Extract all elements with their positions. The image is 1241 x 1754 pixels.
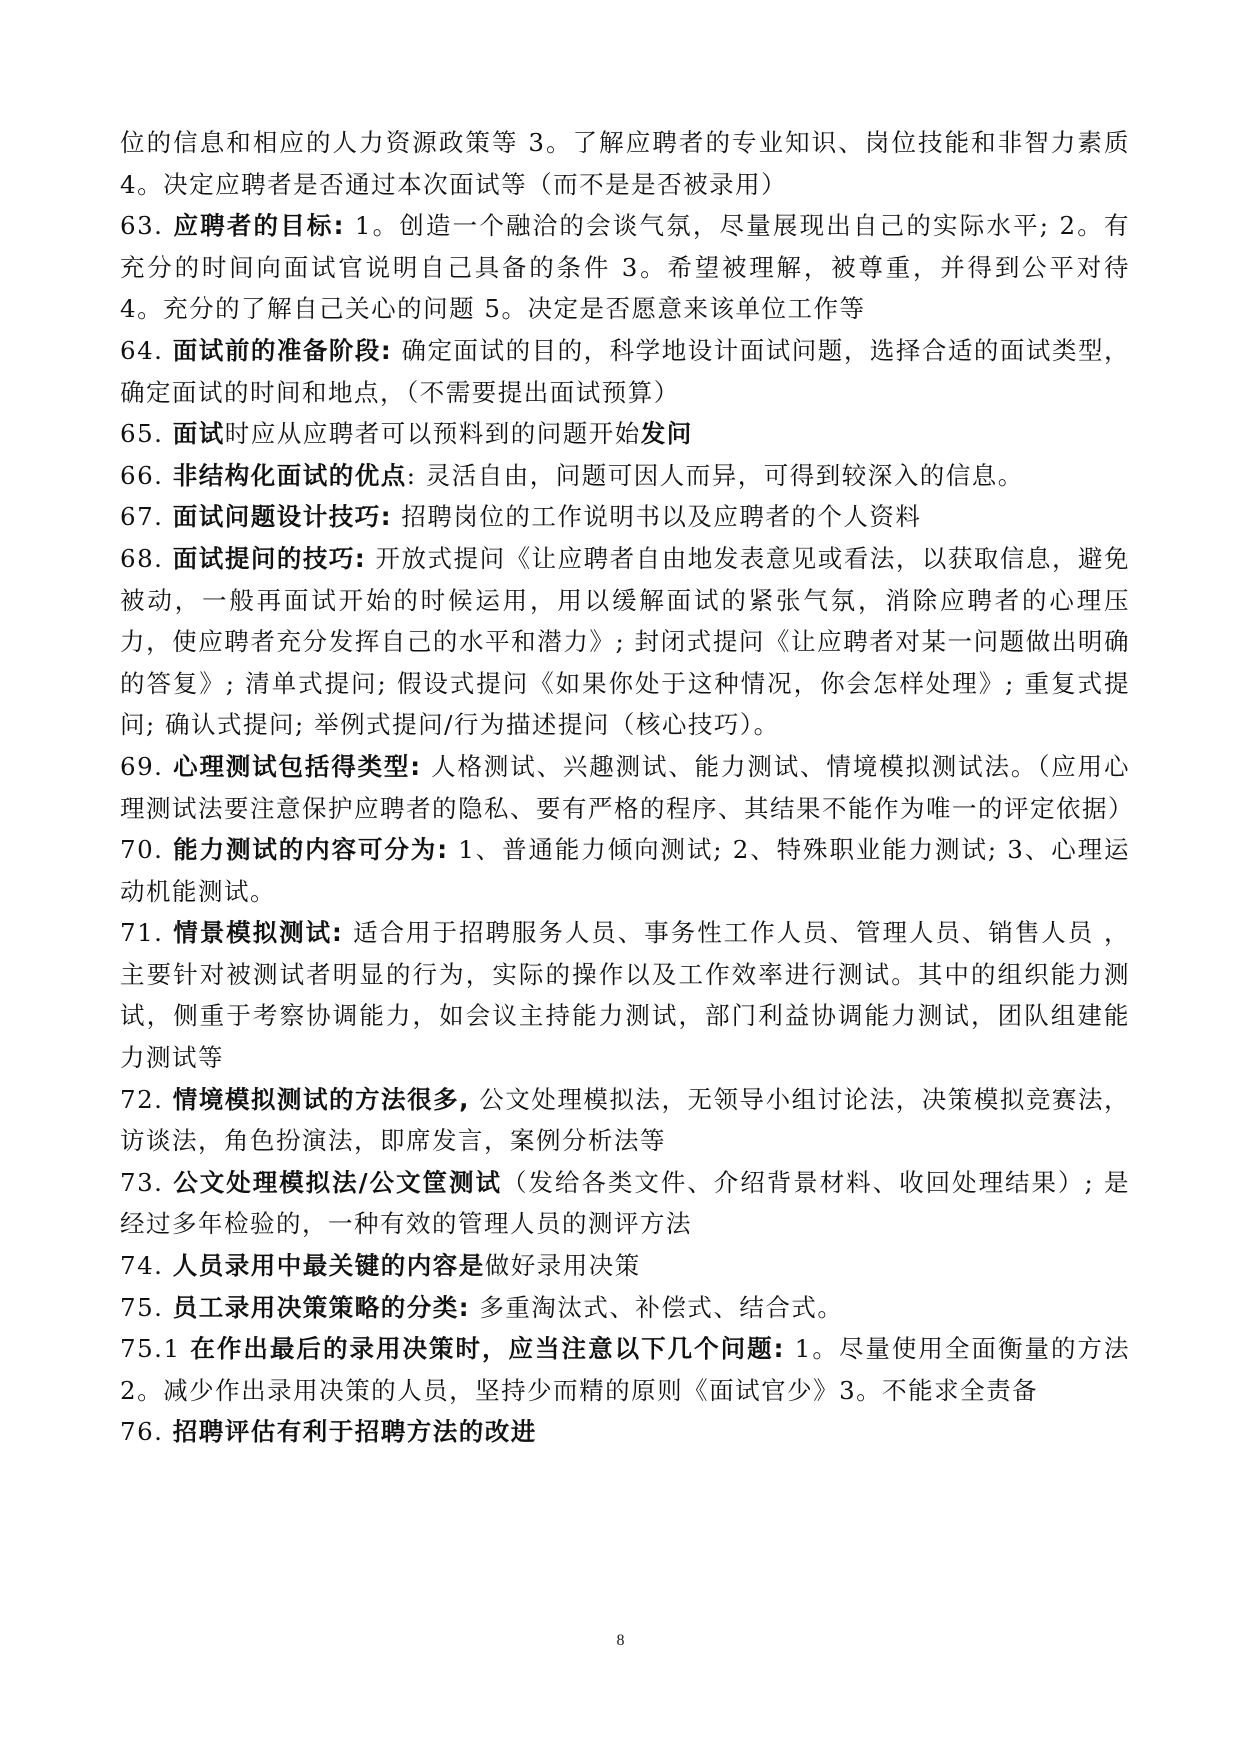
item-64: 64. 面试前的准备阶段: 确定面试的目的，科学地设计面试问题，选择合适的面试类型，确定面试的时间和地点，（不需要提出面试预算）	[120, 335, 1130, 407]
item-75: 75. 员工录用决策策略的分类: 多重淘汰式、补偿式、结合式。	[120, 1292, 844, 1322]
item-66: 66. 非结构化面试的优点: 灵活自由，问题可因人而异，可得到较深入的信息。	[120, 460, 1024, 490]
paragraph-continuation: 位的信息和相应的人力资源政策等 3。了解应聘者的专业知识、岗位技能和非智力素质 4。决定应聘者是否通过本次面试等（而不是是否被录用）	[120, 128, 1130, 199]
item-63: 63. 应聘者的目标: 1。创造一个融洽的会谈气氛，尽量展现出自己的实际水平; 2。有充分的时间向面试官说明自己具备的条件 3。希望被理解，被尊重，并得到公平对待 4。充分的了解自己关心的问题 5。决定是否愿意来该单位工作等	[120, 211, 1130, 324]
item-67: 67. 面试问题设计技巧: 招聘岗位的工作说明书以及应聘者的个人资料	[120, 502, 922, 532]
item-73: 73. 公文处理模拟法/公文筐测试（发给各类文件、介绍背景材料、收回处理结果）; 是经过多年检验的，一种有效的管理人员的测评方法	[120, 1167, 1131, 1239]
item-74: 74. 人员录用中最关键的内容是做好录用决策	[120, 1251, 641, 1281]
item-76: 76. 招聘评估有利于招聘方法的改进	[120, 1417, 537, 1447]
item-65: 65. 面试时应从应聘者可以预料到的问题开始发问	[120, 419, 693, 449]
item-71: 71. 情景模拟测试: 适合用于招聘服务人员、事务性工作人员、管理人员、销售人员 ，主要针对被测试者明显的行为，实际的操作以及工作效率进行测试。其中的组织能力测试，侧重于考察协调能力，如会议主持能力测试，部门利益协调能力测试，团队组建能力测试等	[120, 918, 1130, 1073]
document-body	[120, 122, 1134, 1453]
item-72: 72. 情境模拟测试的方法很多, 公文处理模拟法，无领导小组讨论法，决策模拟竞赛法，访谈法，角色扮演法，即席发言，案例分析法等	[120, 1084, 1130, 1156]
item-70: 70. 能力测试的内容可分为: 1、普通能力倾向测试; 2、特殊职业能力测试; 3、心理运动机能测试。	[120, 835, 1131, 906]
page-number: 8	[616, 1632, 625, 1649]
item-68: 68. 面试提问的技巧: 开放式提问《让应聘者自由地发表意见或看法，以获取信息，避免被动，一般再面试开始的时候运用，用以缓解面试的紧张气氛，消除应聘者的心理压力，使应聘者充分发挥自己的水平和潜力》; 封闭式提问《让应聘者对某一问题做出明确的答复》; 清单式提问; 假设式提问《如果你处于这种情况，你会怎样处理》; 重复式提问; 确认式提问; 举例式提问/行为描述提问（核心技巧）。	[120, 543, 1130, 740]
item-69: 69. 心理测试包括得类型: 人格测试、兴趣测试、能力测试、情境模拟测试法。（应用心理测试法要注意保护应聘者的隐私、要有严格的程序、其结果不能作为唯一的评定依据）	[120, 751, 1134, 823]
item-75-1: 75.1 在作出最后的录用决策时，应当注意以下几个问题: 1。尽量使用全面衡量的方法 2。减少作出录用决策的人员，坚持少而精的原则《面试官少》3。不能求全责备	[120, 1334, 1131, 1405]
